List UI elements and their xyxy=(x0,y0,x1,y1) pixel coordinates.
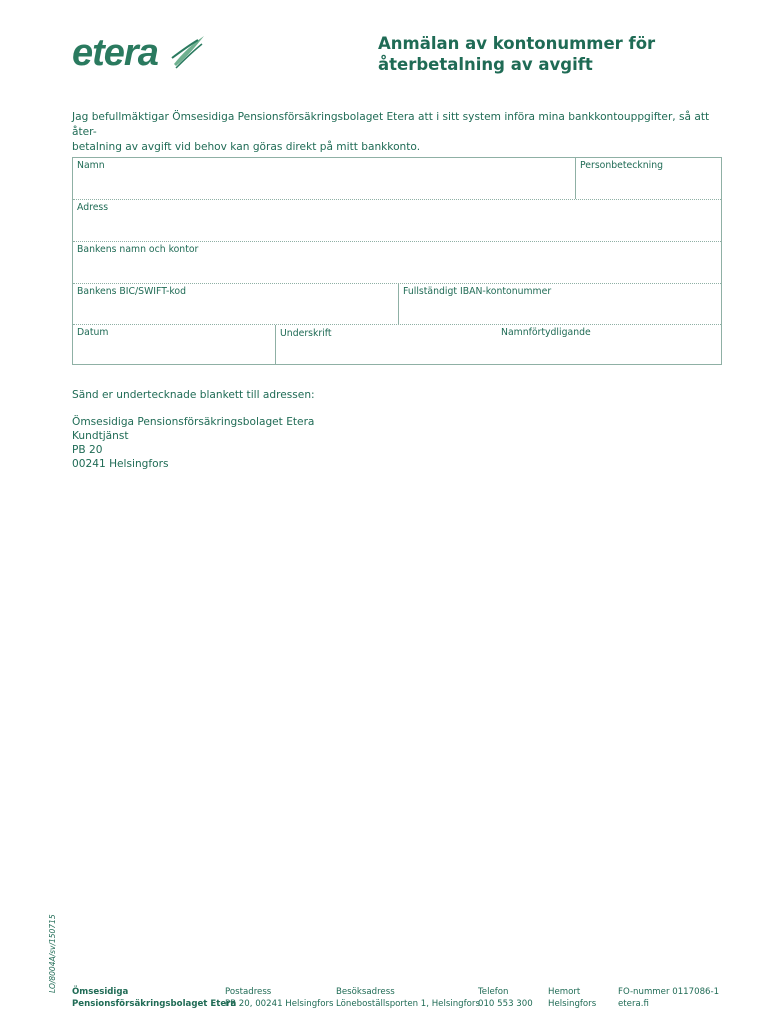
footer-postadress-label: Postadress xyxy=(225,987,272,997)
footer-postadress xyxy=(225,986,333,1010)
footer-telefon-label: Telefon xyxy=(478,987,509,997)
namn-field[interactable] xyxy=(73,158,575,199)
footer-besoksadress-value: Löneboställsporten 1, Helsingfors xyxy=(336,999,480,1009)
underskrift-field[interactable] xyxy=(275,325,497,364)
address-line: Ömsesidiga Pensionsförsäkringsbolaget Etera xyxy=(72,416,315,428)
footer-hemort-label: Hemort xyxy=(548,987,581,997)
address-line: Kundtjänst xyxy=(72,430,129,442)
footer-company-line: Pensionsförsäkringsbolaget Etera xyxy=(72,999,237,1009)
bank-field[interactable] xyxy=(73,242,721,283)
form-row-signature xyxy=(73,325,721,364)
bic-label: Bankens BIC/SWIFT-kod xyxy=(77,286,187,297)
iban-label: Fullständigt IBAN-kontonummer xyxy=(403,286,552,297)
intro-text xyxy=(72,110,722,155)
footer-website-link[interactable]: etera.fi xyxy=(618,999,649,1009)
datum-field[interactable] xyxy=(73,325,275,364)
bic-field[interactable] xyxy=(73,284,398,324)
footer-telefon-value: 010 553 300 xyxy=(478,999,533,1009)
form-row-address xyxy=(73,200,721,242)
namnfortydligande-field[interactable] xyxy=(497,325,721,364)
namn-label: Namn xyxy=(77,160,105,171)
footer-hemort-value: Helsingfors xyxy=(548,999,597,1009)
footer-company-line: Ömsesidiga xyxy=(72,987,129,997)
footer-telefon xyxy=(478,986,533,1010)
title-line-2: återbetalning av avgift xyxy=(378,55,593,74)
intro-line-1: Jag befullmäktigar Ömsesidiga Pensionsförsäkringsbolaget Etera att i sitt system införa mina bankkontouppgifter, så att åter- xyxy=(72,111,710,138)
adress-field[interactable] xyxy=(73,200,721,241)
form-row-bank xyxy=(73,242,721,284)
underskrift-label: Underskrift xyxy=(280,328,332,339)
personbeteckning-field[interactable] xyxy=(575,158,721,199)
form-row-account xyxy=(73,284,721,325)
footer-fo xyxy=(618,986,719,1010)
send-heading: Sänd er undertecknade blankett till adressen: xyxy=(72,389,315,401)
intro-line-2: betalning av avgift vid behov kan göras direkt på mitt bankkonto. xyxy=(72,141,421,153)
form-row-name xyxy=(73,158,721,200)
leaf-icon xyxy=(170,34,206,70)
address-line: 00241 Helsingfors xyxy=(72,458,169,470)
logo-text: etera xyxy=(72,32,158,74)
form-code: LO/8004A/sv/150715 xyxy=(48,914,57,993)
footer-fo-number: FO-nummer 0117086-1 xyxy=(618,987,720,997)
bank-label: Bankens namn och kontor xyxy=(77,244,199,255)
footer-postadress-value: PB 20, 00241 Helsingfors xyxy=(225,999,334,1009)
datum-label: Datum xyxy=(77,327,109,338)
personbeteckning-label: Personbeteckning xyxy=(580,160,663,171)
adress-label: Adress xyxy=(77,202,109,213)
etera-logo xyxy=(72,32,207,74)
footer-besoksadress xyxy=(336,986,480,1010)
address-line: PB 20 xyxy=(72,444,103,456)
page-title xyxy=(378,33,718,75)
namnfortydligande-label: Namnförtydligande xyxy=(501,327,591,338)
footer-company xyxy=(72,986,236,1010)
footer-hemort xyxy=(548,986,596,1010)
footer-besoksadress-label: Besöksadress xyxy=(336,987,395,997)
account-form xyxy=(72,157,722,365)
title-line-1: Anmälan av kontonummer för xyxy=(378,34,656,53)
iban-field[interactable] xyxy=(398,284,721,324)
return-address xyxy=(72,415,314,471)
